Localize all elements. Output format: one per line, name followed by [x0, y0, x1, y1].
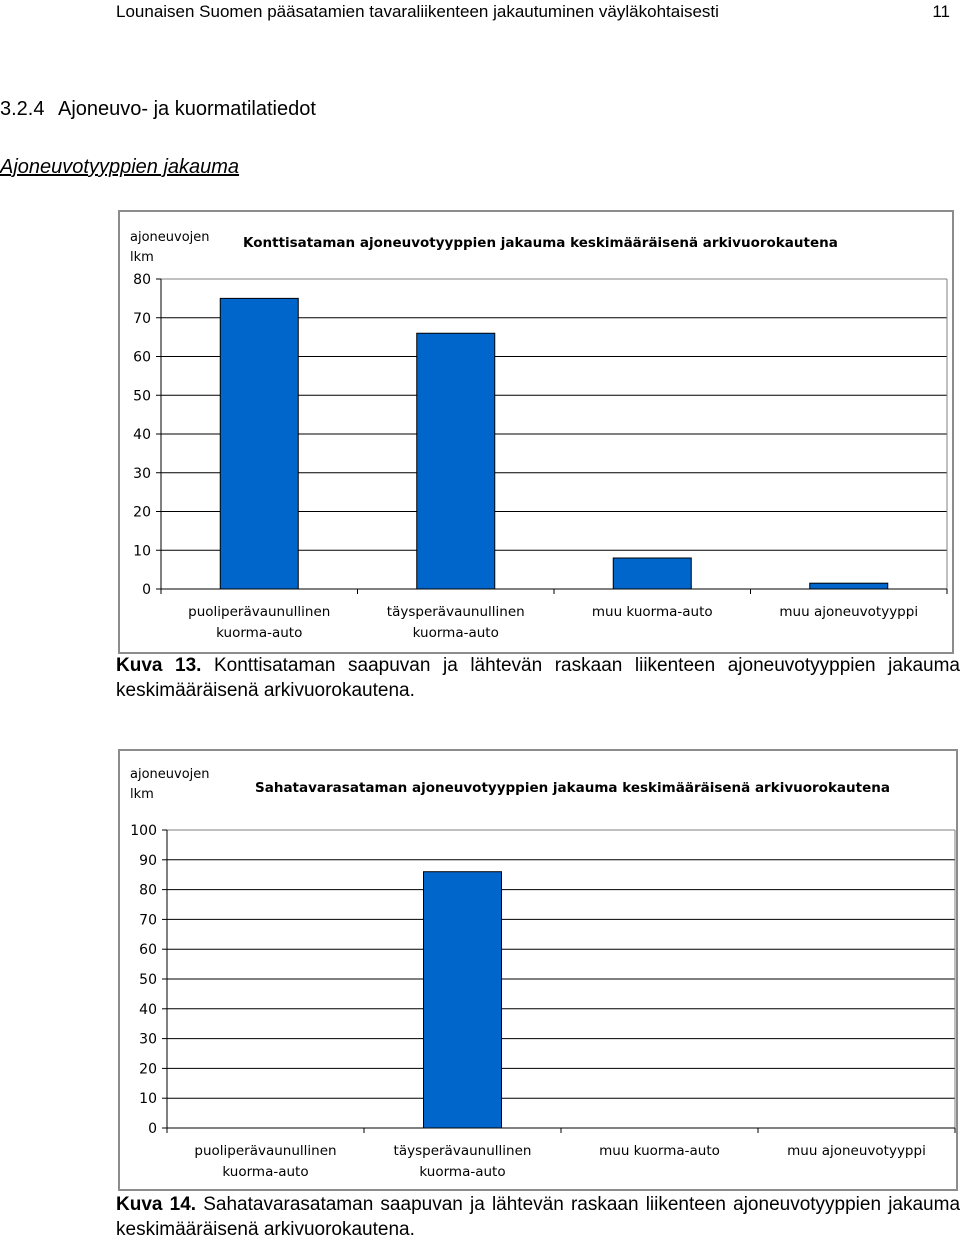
bar — [613, 558, 691, 589]
y-tick-label: 70 — [133, 310, 151, 327]
caption-label: Kuva 14. — [116, 1194, 197, 1215]
figure-caption-13 — [116, 653, 960, 703]
x-tick-label: muu kuorma-auto — [591, 604, 713, 620]
x-tick-label: puoliperävaunullinen — [194, 1143, 337, 1159]
y-tick-label: 0 — [148, 1121, 157, 1137]
bar — [810, 583, 888, 589]
section-number: 3.2.4 — [0, 98, 45, 120]
x-tick-label: kuorma-auto — [216, 625, 303, 641]
y-tick-label: 70 — [139, 912, 157, 929]
y-tick-label: 80 — [133, 272, 151, 288]
chart-sahatavarasatama — [118, 749, 958, 1191]
chart-svg-2 — [120, 751, 956, 1189]
y-tick-label: 60 — [139, 942, 157, 959]
x-tick-label: muu kuorma-auto — [599, 1143, 720, 1159]
x-tick-label: kuorma-auto — [222, 1164, 309, 1180]
y-tick-label: 30 — [133, 465, 151, 482]
x-tick-label: muu ajoneuvotyyppi — [779, 604, 919, 620]
y-tick-label: 50 — [139, 972, 157, 988]
y-axis-label: ajoneuvojen — [130, 230, 210, 245]
x-tick-label: kuorma-auto — [412, 625, 499, 641]
x-tick-label: kuorma-auto — [419, 1164, 506, 1180]
y-tick-label: 10 — [133, 543, 151, 560]
y-axis-label: lkm — [130, 250, 154, 265]
bar — [424, 872, 502, 1128]
caption-text: Konttisataman saapuvan ja lähtevän raskaan liikenteen ajoneuvotyyppien jakauma keskimääräisenä arkivuorokautena. — [116, 655, 960, 701]
section-heading — [0, 98, 316, 121]
y-tick-label: 90 — [139, 852, 157, 869]
y-tick-label: 30 — [139, 1031, 157, 1048]
y-tick-label: 40 — [139, 1001, 157, 1018]
y-tick-label: 20 — [139, 1061, 157, 1078]
y-axis-label: ajoneuvojen — [130, 767, 210, 782]
y-tick-label: 100 — [130, 823, 157, 839]
x-tick-label: muu ajoneuvotyyppi — [787, 1143, 926, 1159]
bar — [220, 298, 298, 589]
y-tick-label: 0 — [142, 582, 151, 598]
y-axis-label: lkm — [130, 787, 154, 802]
header-title: Lounaisen Suomen pääsatamien tavaraliikenteen jakautuminen väyläkohtaisesti — [116, 2, 719, 21]
page-header — [116, 2, 950, 24]
caption-label: Kuva 13. — [116, 655, 202, 676]
subheading: Ajoneuvotyyppien jakauma — [0, 156, 240, 178]
chart-title: Sahatavarasataman ajoneuvotyyppien jakauma keskimääräisenä arkivuorokautena — [255, 780, 890, 796]
y-tick-label: 60 — [133, 349, 151, 366]
figure-caption-14 — [116, 1192, 960, 1242]
y-tick-label: 50 — [133, 388, 151, 405]
page-number: 11 — [932, 2, 950, 21]
y-tick-label: 10 — [139, 1091, 157, 1108]
x-tick-label: täysperävaunullinen — [393, 1143, 532, 1159]
bar — [417, 333, 495, 589]
y-tick-label: 40 — [133, 427, 151, 443]
y-tick-label: 80 — [139, 882, 157, 899]
section-title: Ajoneuvo- ja kuormatilatiedot — [58, 98, 316, 120]
x-tick-label: puoliperävaunullinen — [188, 604, 331, 620]
x-tick-label: täysperävaunullinen — [386, 604, 525, 620]
chart-konttisatama — [118, 210, 954, 654]
y-tick-label: 20 — [133, 504, 151, 521]
caption-text: Sahatavarasataman saapuvan ja lähtevän raskaan liikenteen ajoneuvotyyppien jakauma keskimääräisenä arkivuorokautena. — [116, 1194, 960, 1240]
chart-title: Konttisataman ajoneuvotyyppien jakauma keskimääräisenä arkivuorokautena — [243, 235, 838, 251]
chart-svg-1 — [120, 212, 952, 652]
